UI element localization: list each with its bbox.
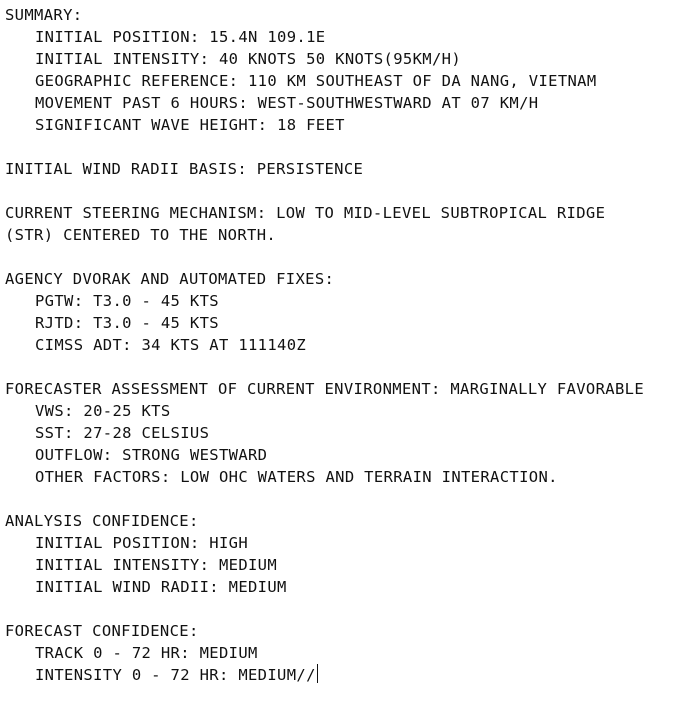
environment-sst: SST: 27-28 CELSIUS bbox=[35, 424, 210, 442]
blank-line bbox=[5, 180, 673, 202]
forecast-intensity: INTENSITY 0 - 72 HR: MEDIUM// bbox=[35, 666, 316, 684]
blank-line bbox=[5, 246, 673, 268]
blank-line bbox=[5, 356, 673, 378]
environment-outflow: OUTFLOW: STRONG WESTWARD bbox=[35, 446, 268, 464]
wind-radii-basis: INITIAL WIND RADII BASIS: PERSISTENCE bbox=[5, 160, 364, 178]
summary-heading: SUMMARY: bbox=[5, 6, 83, 24]
movement: MOVEMENT PAST 6 HOURS: WEST-SOUTHWESTWARD AT 07 KM/H bbox=[35, 94, 539, 112]
initial-intensity: INITIAL INTENSITY: 40 KNOTS 50 KNOTS(95KM/H) bbox=[35, 50, 461, 68]
blank-line bbox=[5, 598, 673, 620]
fix-pgtw: PGTW: T3.0 - 45 KTS bbox=[35, 292, 219, 310]
blank-line bbox=[5, 136, 673, 158]
forecast-intensity-line bbox=[5, 664, 673, 686]
fix-rjtd: RJTD: T3.0 - 45 KTS bbox=[35, 314, 219, 332]
text-cursor bbox=[317, 664, 318, 683]
steering-line-2: (STR) CENTERED TO THE NORTH. bbox=[5, 226, 277, 244]
steering-line-1: CURRENT STEERING MECHANISM: LOW TO MID-LEVEL SUBTROPICAL RIDGE bbox=[5, 204, 606, 222]
initial-position: INITIAL POSITION: 15.4N 109.1E bbox=[35, 28, 326, 46]
forecast-track: TRACK 0 - 72 HR: MEDIUM bbox=[35, 644, 258, 662]
geographic-reference: GEOGRAPHIC REFERENCE: 110 KM SOUTHEAST OF DA NANG, VIETNAM bbox=[35, 72, 597, 90]
blank-line bbox=[5, 488, 673, 510]
wave-height: SIGNIFICANT WAVE HEIGHT: 18 FEET bbox=[35, 116, 345, 134]
environment-heading: FORECASTER ASSESSMENT OF CURRENT ENVIRONMENT: MARGINALLY FAVORABLE bbox=[5, 380, 644, 398]
environment-other: OTHER FACTORS: LOW OHC WATERS AND TERRAIN INTERACTION. bbox=[35, 468, 558, 486]
analysis-position: INITIAL POSITION: HIGH bbox=[35, 534, 248, 552]
analysis-wind-radii: INITIAL WIND RADII: MEDIUM bbox=[35, 578, 287, 596]
analysis-confidence-heading: ANALYSIS CONFIDENCE: bbox=[5, 512, 199, 530]
analysis-intensity: INITIAL INTENSITY: MEDIUM bbox=[35, 556, 278, 574]
fix-cimss: CIMSS ADT: 34 KTS AT 111140Z bbox=[35, 336, 307, 354]
environment-vws: VWS: 20-25 KTS bbox=[35, 402, 171, 420]
fixes-heading: AGENCY DVORAK AND AUTOMATED FIXES: bbox=[5, 270, 335, 288]
forecast-confidence-heading: FORECAST CONFIDENCE: bbox=[5, 622, 199, 640]
